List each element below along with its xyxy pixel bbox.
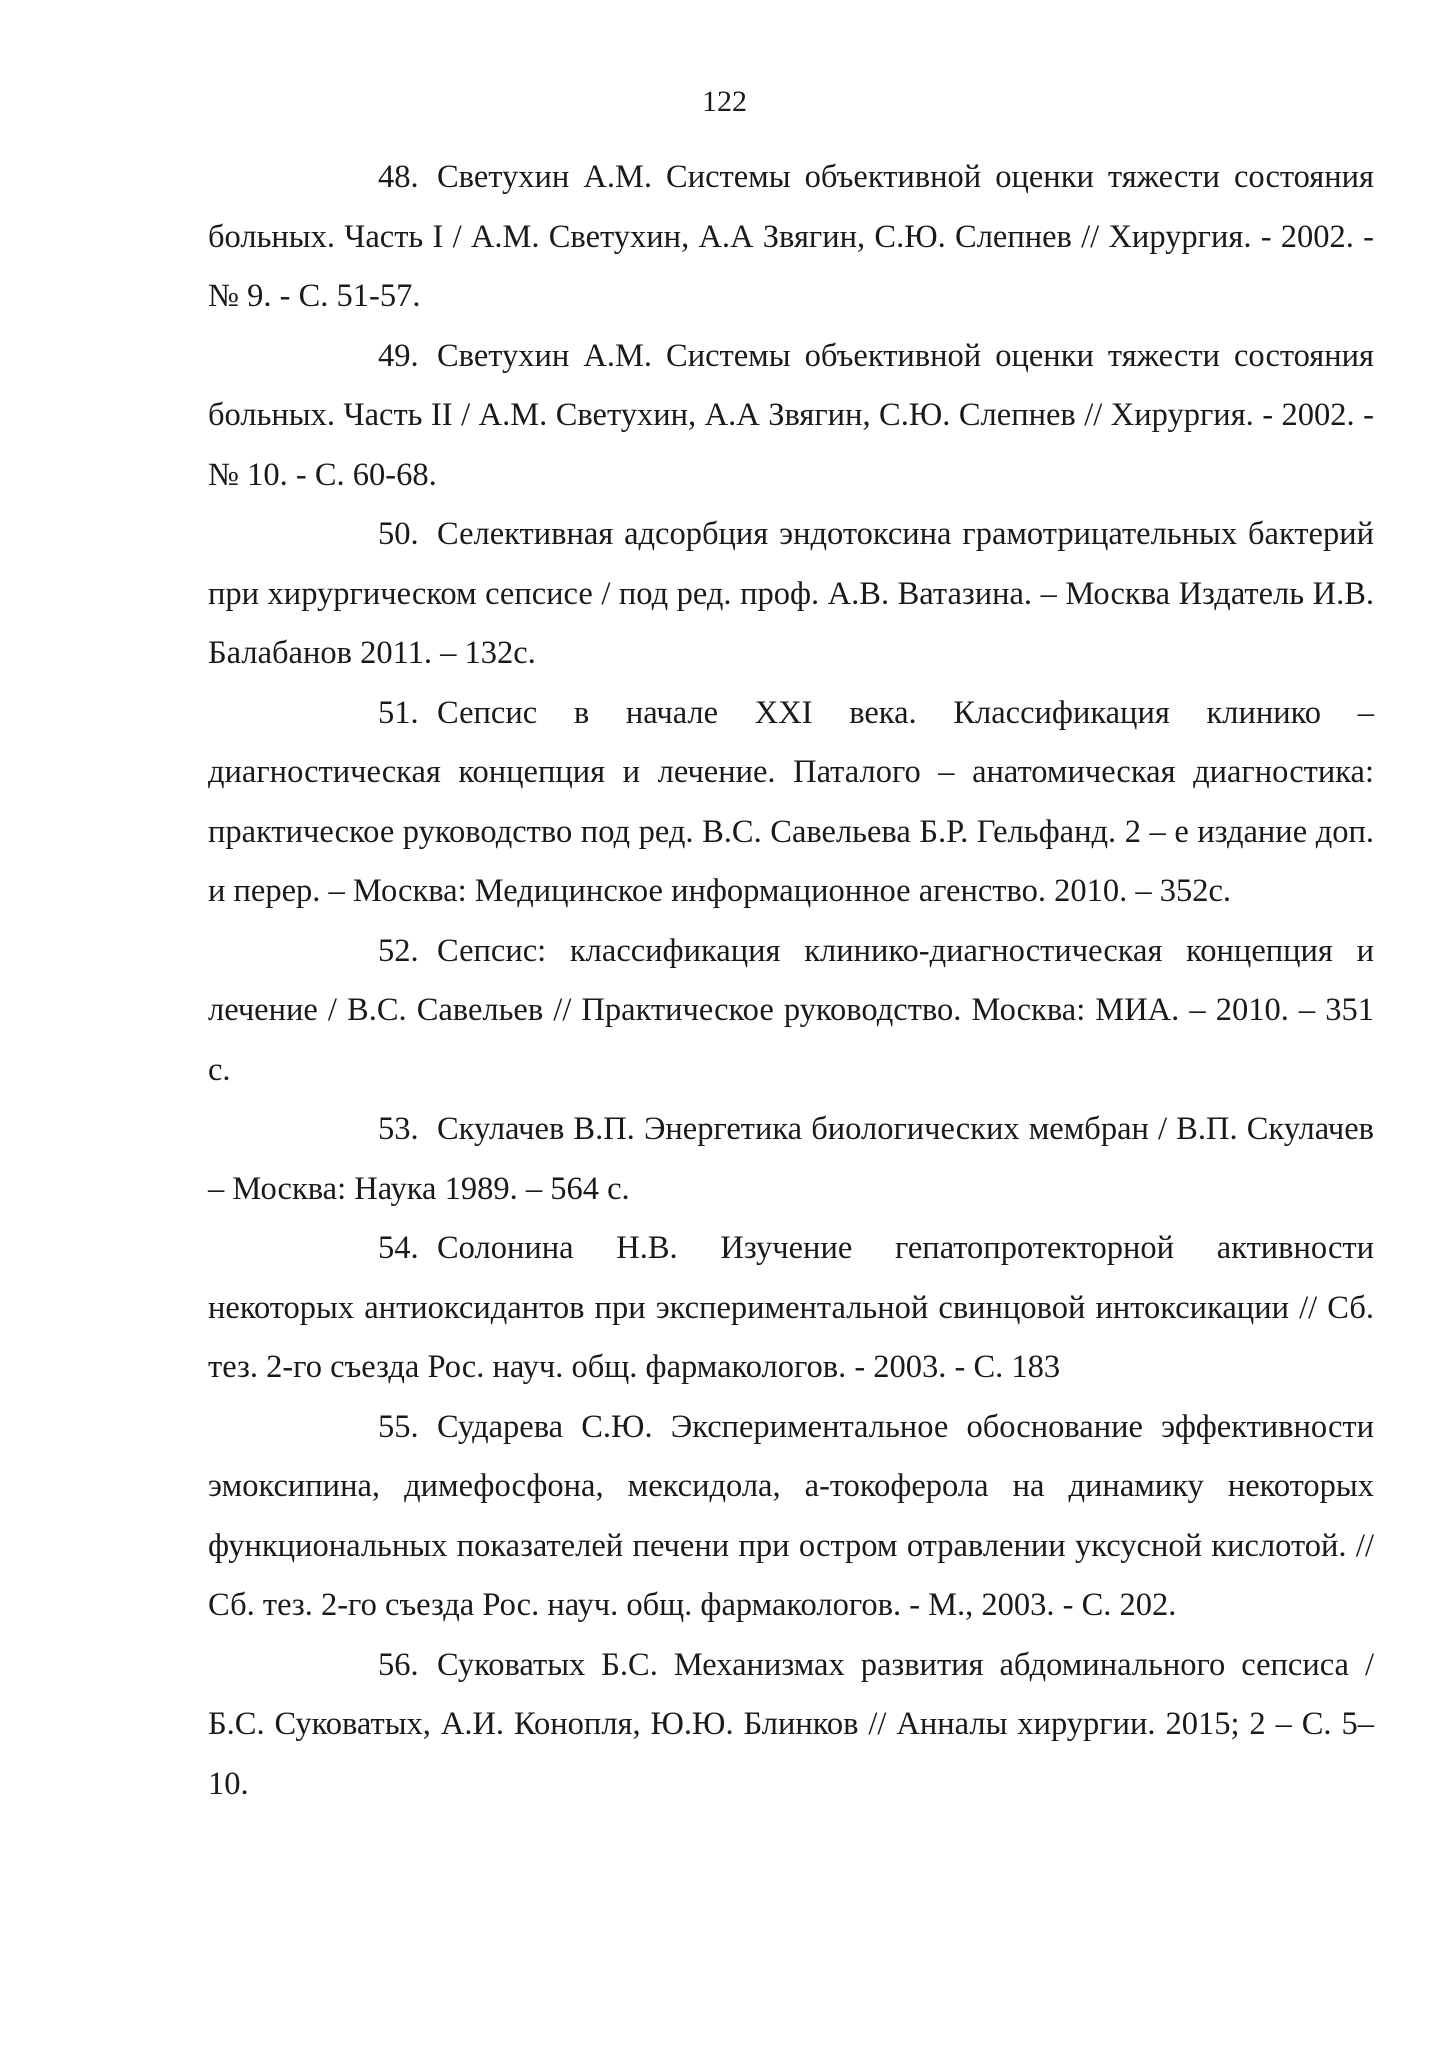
reference-text: Сударева С.Ю. Экспериментальное обоснование эффективности эмоксипина, димефосфона, мексидола, а-токоферола на динамику некоторых функциональных показателей печени при остром отравлении уксусной кислотой. // Сб. тез. 2-го съезда Рос. науч. общ. фармакологов. - М., 2003. - С. 202. [208, 1408, 1374, 1623]
reference-number: 50. [378, 516, 419, 552]
reference-number: 53. [378, 1111, 419, 1147]
reference-item [208, 1100, 1374, 1219]
reference-item [208, 505, 1374, 684]
reference-item [208, 1219, 1374, 1398]
reference-number: 49. [378, 337, 419, 374]
reference-item [208, 1398, 1374, 1636]
reference-list [208, 148, 1374, 1814]
reference-text: Скулачев В.П. Энергетика биологических мембран / В.П. Скулачев – Москва: Наука 1989. – 564 с. [208, 1111, 1374, 1207]
reference-text: Суковатых Б.С. Механизмах развития абдоминального сепсиса / Б.С. Суковатых, А.И. Конопля, Ю.Ю. Блинков // Анналы хирургии. 2015; 2 – С. 5–10. [208, 1646, 1374, 1802]
page-number: 122 [702, 85, 747, 118]
reference-item [208, 327, 1374, 506]
reference-item [208, 684, 1374, 922]
reference-text: Солонина Н.В. Изучение гепатопротекторной активности некоторых антиоксидантов при экспериментальной свинцовой интоксикации // Сб. тез. 2-го съезда Рос. науч. общ. фармакологов. - 2003. - С. 183 [208, 1230, 1374, 1385]
reference-text: Сепсис в начале XXI века. Классификация клинико – диагностическая концепция и лечение. Паталого – анатомическая диагностика: практическое руководство под ред. В.С. Савельева Б.Р. Гельфанд. 2 – е издание доп. и перер. – Москва: Медицинское информационное агенство. 2010. – 352с. [208, 694, 1374, 909]
reference-number: 55. [378, 1408, 419, 1445]
reference-number: 54. [378, 1230, 419, 1266]
reference-item [208, 148, 1374, 327]
reference-number: 51. [378, 694, 419, 731]
reference-number: 48. [378, 159, 419, 195]
reference-text: Сепсис: классификация клинико-диагностическая концепция и лечение / В.С. Савельев // Практическое руководство. Москва: МИА. – 2010. – 351 с. [208, 932, 1374, 1088]
reference-item [208, 922, 1374, 1101]
reference-text: Светухин А.М. Системы объективной оценки тяжести состояния больных. Часть I / А.М. Светухин, А.А Звягин, С.Ю. Слепнев // Хирургия. - 2002. - № 9. - С. 51-57. [208, 159, 1374, 314]
reference-item [208, 1636, 1374, 1815]
reference-number: 52. [378, 932, 419, 969]
reference-text: Светухин А.М. Системы объективной оценки тяжести состояния больных. Часть II / А.М. Светухин, А.А Звягин, С.Ю. Слепнев // Хирургия. - 2002. - № 10. - С. 60-68. [208, 337, 1374, 493]
reference-text: Селективная адсорбция эндотоксина грамотрицательных бактерий при хирургическом сепсисе / под ред. проф. А.В. Ватазина. – Москва Издатель И.В. Балабанов 2011. – 132с. [208, 516, 1374, 671]
reference-number: 56. [378, 1646, 419, 1683]
